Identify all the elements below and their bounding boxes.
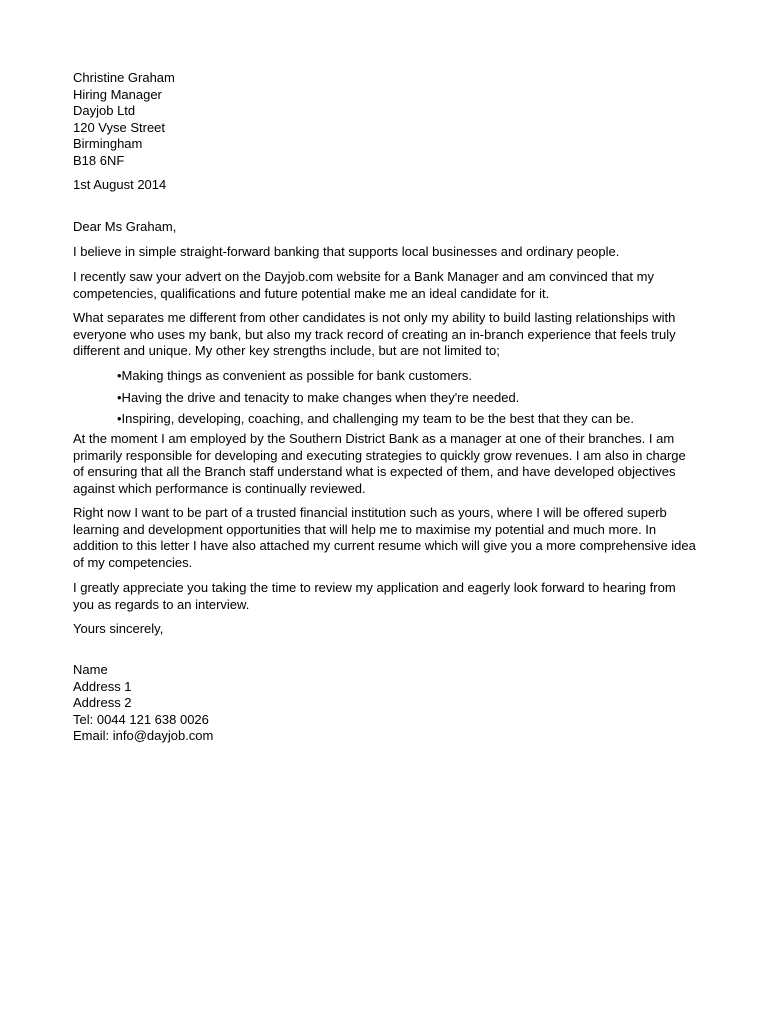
paragraph-line: I believe in simple straight-forward banking that supports local businesses and ordinary people.: [73, 244, 620, 259]
paragraph-line: Right now I want to be part of a trusted financial institution such as yours, where I will be offered superb: [73, 505, 667, 520]
paragraph-1: [73, 244, 703, 261]
paragraph-line: of ensuring that all the Branch staff understand what is expected of them, and have developed objectives: [73, 464, 676, 479]
paragraph-line: against which performance is continually reviewed.: [73, 480, 366, 496]
paragraph-4: [73, 431, 703, 497]
paragraph-2: [73, 269, 703, 302]
paragraph-line: addition to this letter I have also attached my current resume which will give you a more comprehensive idea: [73, 538, 696, 553]
paragraph-line: primarily responsible for developing and executing strategies to quickly grow revenues. I am also in charge: [73, 447, 686, 463]
recipient-city: Birmingham: [73, 136, 143, 151]
paragraph-line: of my competencies.: [73, 554, 193, 570]
sender-address-2: Address 2: [73, 695, 132, 710]
paragraph-line: competencies, qualifications and future potential make me an ideal candidate for it.: [73, 285, 550, 301]
paragraph-line: I recently saw your advert on the Dayjob.com website for a Bank Manager and am convinced that my: [73, 269, 654, 284]
strength-item: •Making things as convenient as possible for bank customers.: [117, 368, 473, 383]
strength-item: •Inspiring, developing, coaching, and challenging my team to be the best that they can be.: [117, 411, 634, 426]
paragraph-3: [73, 310, 703, 360]
paragraph-line: What separates me different from other candidates is not only my ability to build lasting relationships with: [73, 310, 676, 325]
recipient-street: 120 Vyse Street: [73, 119, 166, 135]
date-text: 1st August 2014: [73, 177, 167, 192]
sender-address-1: Address 1: [73, 678, 132, 694]
recipient-title: Hiring Manager: [73, 86, 162, 102]
paragraph-line: At the moment I am employed by the Southern District Bank as a manager at one of their branches. I am: [73, 431, 675, 446]
recipient-company: Dayjob Ltd: [73, 103, 136, 118]
paragraph-5: [73, 505, 703, 571]
sender-email: Email: info@dayjob.com: [73, 728, 214, 743]
letter-date: [73, 177, 703, 194]
sender-details: [73, 662, 703, 745]
salutation: [73, 219, 703, 236]
recipient-postcode: B18 6NF: [73, 152, 125, 168]
paragraph-line: you as regards to an interview.: [73, 596, 250, 612]
paragraph-line: I greatly appreciate you taking the time to review my application and eagerly look forward to hearing from: [73, 580, 676, 595]
paragraph-line: everyone who uses my bank, but also my track record of creating an in-branch experience that feels truly: [73, 326, 676, 342]
closing: [73, 621, 703, 638]
sender-name: Name: [73, 662, 108, 677]
sender-tel: Tel: 0044 121 638 0026: [73, 711, 209, 727]
paragraph-line: learning and development opportunities that will help me to maximise my potential and much more. In: [73, 521, 657, 537]
recipient-name: Christine Graham: [73, 70, 175, 85]
recipient-address: [73, 70, 703, 169]
closing-text: Yours sincerely,: [73, 621, 164, 636]
strengths-list: [117, 368, 717, 428]
salutation-text: Dear Ms Graham,: [73, 219, 177, 234]
paragraph-6: [73, 580, 703, 613]
paragraph-line: different and unique. My other key strengths include, but are not limited to;: [73, 343, 500, 358]
strength-item: •Having the drive and tenacity to make changes when they're needed.: [117, 389, 520, 405]
